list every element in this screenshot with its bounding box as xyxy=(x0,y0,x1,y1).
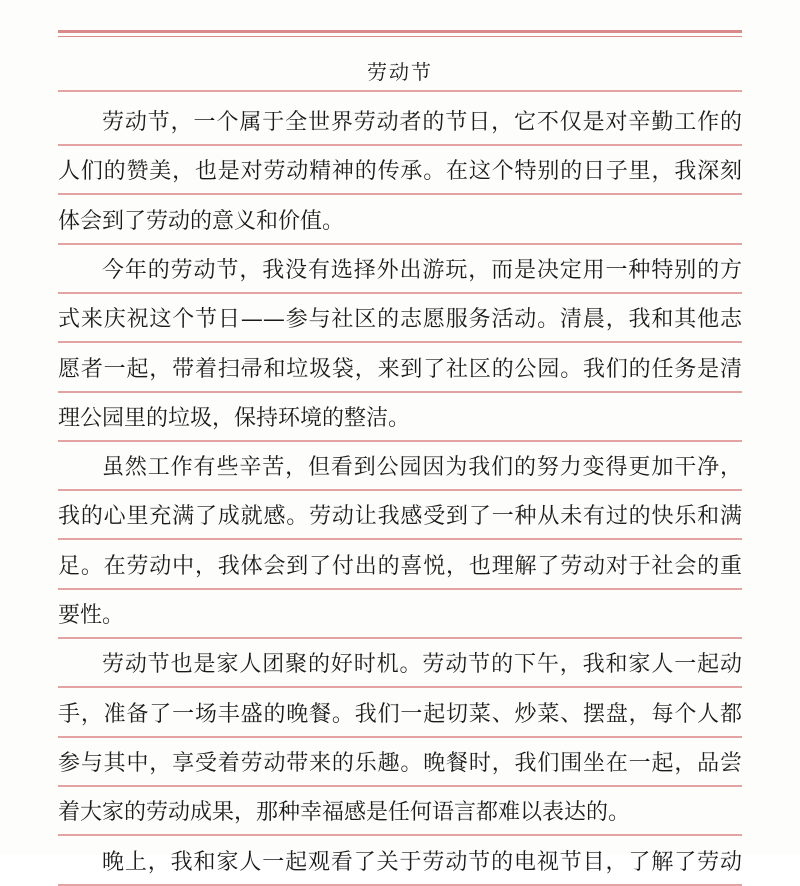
essay-line-text: 手，准备了一场丰盛的晚餐。我们一起切菜、炒菜、摆盘，每个人都 xyxy=(58,701,742,727)
essay-line-text: 人们的赞美，也是对劳动精神的传承。在这个特别的日子里，我深刻 xyxy=(58,159,742,185)
essay-line-text: 着大家的劳动成果，那种幸福感是任何语言都难以表达的。 xyxy=(58,800,631,826)
essay-line xyxy=(58,96,742,146)
essay-line-text: 晚上，我和家人一起观看了关于劳动节的电视节目，了解了劳动 xyxy=(102,849,742,875)
essay-line xyxy=(58,786,742,836)
essay-line-text: 式来庆祝这个节日——参与社区的志愿服务活动。清晨，我和其他志 xyxy=(58,307,742,333)
essay-line xyxy=(58,589,742,639)
essay-line-text: 要性。 xyxy=(58,603,125,628)
essay-line-text: 体会到了劳动的意义和价值。 xyxy=(58,208,345,234)
essay-line-text: 劳动节也是家人团聚的好时机。劳动节的下午，我和家人一起动 xyxy=(102,652,742,678)
essay-line xyxy=(58,293,742,343)
essay-line-text: 今年的劳动节，我没有选择外出游玩，而是决定用一种特别的方 xyxy=(102,257,742,283)
essay-line-text: 我的心里充满了成就感。劳动让我感受到了一种从未有过的快乐和满 xyxy=(58,504,742,530)
essay-line-text: 足。在劳动中，我体会到了付出的喜悦，也理解了劳动对于社会的重 xyxy=(58,553,742,579)
essay-title: 劳动节 xyxy=(367,60,433,84)
essay-line xyxy=(58,737,742,787)
essay-line xyxy=(58,244,742,294)
essay-line xyxy=(58,836,742,886)
essay-line xyxy=(58,441,742,491)
essay-line xyxy=(58,145,742,195)
top-red-rule xyxy=(58,30,742,33)
essay-line xyxy=(58,195,742,245)
essay-line-text: 虽然工作有些辛苦，但看到公园因为我们的努力变得更加干净， xyxy=(102,455,742,481)
essay-line xyxy=(58,540,742,590)
title-rule xyxy=(58,42,742,92)
essay-line xyxy=(58,490,742,540)
essay-line-text: 理公园里的垃圾，保持环境的整洁。 xyxy=(58,405,411,431)
essay-line xyxy=(58,392,742,442)
red-rule-line xyxy=(58,884,742,886)
essay-line-text: 愿者一起，带着扫帚和垃圾袋，来到了社区的公园。我们的任务是清 xyxy=(58,356,742,382)
essay-line xyxy=(58,638,742,688)
top-red-rule-2 xyxy=(58,36,742,37)
essay-line xyxy=(58,688,742,738)
essay-line-text: 参与其中，享受着劳动带来的乐趣。晚餐时，我们围坐在一起，品尝 xyxy=(58,750,742,776)
essay-line-text: 劳动节，一个属于全世界劳动者的节日，它不仅是对辛勤工作的 xyxy=(102,110,742,135)
essay-line xyxy=(58,343,742,393)
